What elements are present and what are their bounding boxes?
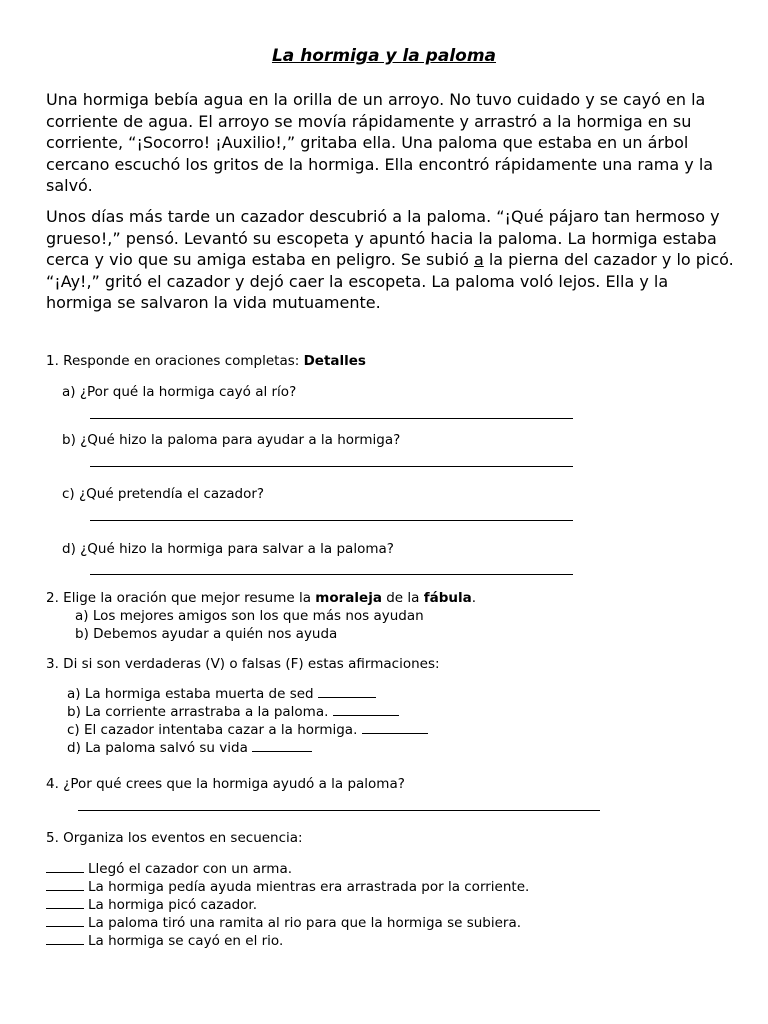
question-2-intro	[46, 589, 476, 607]
story-paragraph-2	[46, 206, 736, 314]
sequence-text-2: La hormiga pedía ayuda mientras era arrastrada por la corriente.	[88, 879, 530, 895]
question-3b	[67, 703, 399, 721]
question-1-label: 1. Responde en oraciones completas:	[46, 353, 304, 369]
sequence-item-5	[46, 932, 283, 950]
answer-line-1a[interactable]	[90, 418, 573, 419]
question-5-intro: 5. Organiza los eventos en secuencia:	[46, 830, 303, 846]
sequence-blank-3[interactable]	[46, 896, 84, 909]
sequence-item-2	[46, 878, 529, 896]
story-paragraph-1-text: Una hormiga bebía agua en la orilla de un arroyo. No tuvo cuidado y se cayó en la corriente de agua. El arroyo se movía rápidamente y arrastró a la hormiga en su corriente, “¡Socorro! ¡Auxilio!,” gritaba ella. Una paloma que estaba en un árbol cercano escuchó los gritos de la hormiga. Ella encontró rápidamente una rama y la salvó.	[46, 90, 714, 195]
question-1-bold: Detalles	[303, 353, 366, 369]
sequence-text-3: La hormiga picó cazador.	[88, 897, 258, 913]
question-2-bold-fabula: fábula	[423, 590, 472, 606]
sequence-item-1	[46, 860, 292, 878]
question-3a	[67, 685, 376, 703]
story-p2-part1: Unos días más tarde un cazador descubrió a la paloma. “¡Qué pájaro tan hermoso y grueso!,” pensó. Levantó su escopeta y apuntó hacia la paloma. La hormiga estaba cerca y vio que su amiga estaba en peligro. Se subió	[46, 207, 720, 269]
story-paragraph-1	[46, 89, 736, 197]
sequence-item-4	[46, 914, 521, 932]
answer-blank-3c[interactable]	[362, 721, 428, 734]
answer-blank-3d[interactable]	[252, 739, 312, 752]
question-1b: b) ¿Qué hizo la paloma para ayudar a la hormiga?	[62, 432, 401, 448]
story-paragraph-2-text	[46, 206, 736, 314]
question-2-option-a: a) Los mejores amigos son los que más nos ayudan	[75, 608, 424, 624]
question-2-text-b: de la	[381, 590, 424, 606]
sequence-text-5: La hormiga se cayó en el rio.	[88, 933, 284, 949]
question-2-text-a: 2. Elige la oración que mejor resume la	[46, 590, 316, 606]
question-1d: d) ¿Qué hizo la hormiga para salvar a la paloma?	[62, 541, 394, 557]
question-1a: a) ¿Por qué la hormiga cayó al río?	[62, 384, 297, 400]
question-2-bold-moraleja: moraleja	[315, 590, 382, 606]
sequence-blank-4[interactable]	[46, 914, 84, 927]
question-3d	[67, 739, 312, 757]
question-3b-text: b) La corriente arrastraba a la paloma.	[67, 704, 333, 720]
answer-blank-3b[interactable]	[333, 703, 399, 716]
question-3d-text: d) La paloma salvó su vida	[67, 740, 253, 756]
sequence-text-1: Llegó el cazador con un arma.	[88, 861, 293, 877]
question-4: 4. ¿Por qué crees que la hormiga ayudó a la paloma?	[46, 776, 405, 792]
answer-line-4[interactable]	[78, 810, 600, 811]
story-p2-underlined-word: a	[473, 250, 484, 269]
sequence-item-3	[46, 896, 257, 914]
question-3c-text: c) El cazador intentaba cazar a la hormiga.	[67, 722, 362, 738]
answer-line-1d[interactable]	[90, 574, 573, 575]
sequence-blank-1[interactable]	[46, 860, 84, 873]
sequence-blank-2[interactable]	[46, 878, 84, 891]
question-2-text-c: .	[471, 590, 477, 606]
answer-line-1c[interactable]	[90, 520, 573, 521]
question-1c: c) ¿Qué pretendía el cazador?	[62, 486, 265, 502]
question-3c	[67, 721, 428, 739]
question-3a-text: a) La hormiga estaba muerta de sed	[67, 686, 318, 702]
question-2-option-b: b) Debemos ayudar a quién nos ayuda	[75, 626, 338, 642]
answer-line-1b[interactable]	[90, 466, 573, 467]
answer-blank-3a[interactable]	[318, 685, 376, 698]
story-p2-part2: la pierna del cazador y lo picó. “¡Ay!,” gritó el cazador y dejó caer la escopeta. La paloma voló lejos. Ella y la hormiga se salvaron la vida mutuamente.	[46, 250, 734, 312]
question-3-intro: 3. Di si son verdaderas (V) o falsas (F) estas afirmaciones:	[46, 656, 440, 672]
sequence-text-4: La paloma tiró una ramita al rio para que la hormiga se subiera.	[88, 915, 522, 931]
sequence-blank-5[interactable]	[46, 932, 84, 945]
question-1-intro	[46, 352, 366, 370]
page-title: La hormiga y la paloma	[271, 46, 497, 66]
